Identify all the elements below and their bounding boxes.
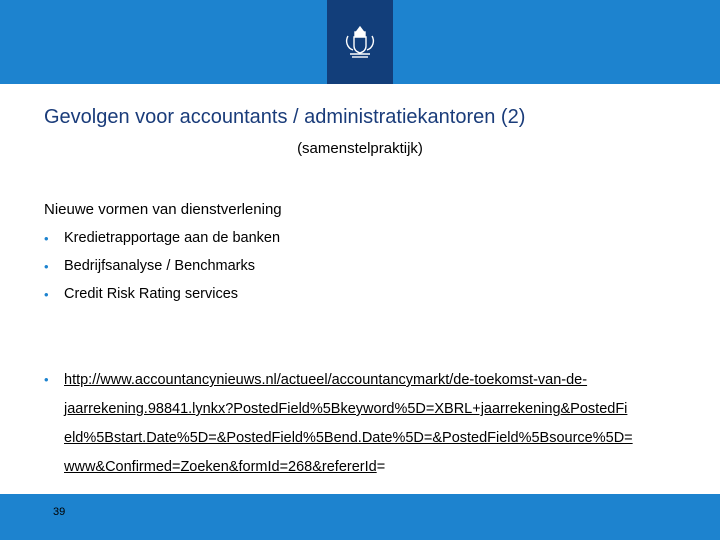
link-line: [64, 430, 704, 459]
slide-title: Gevolgen voor accountants / administratiekantoren (2): [44, 106, 526, 128]
link-text[interactable]: www&Confirmed=Zoeken&formId=268&refererId: [64, 459, 377, 475]
bullet-text: Credit Risk Rating services: [64, 286, 239, 302]
list-item: [44, 230, 694, 258]
list-item: [44, 258, 694, 286]
page-number: 39: [53, 506, 66, 518]
bullet-dot-icon: •: [44, 287, 49, 302]
subtitle-text: (samenstelpraktijk): [297, 140, 423, 157]
bullet-list: [44, 230, 694, 314]
link-tail: =: [376, 459, 386, 475]
royal-coat-of-arms-icon: [342, 24, 378, 60]
link-text[interactable]: http://www.accountancynieuws.nl/actueel/accountancymarkt/de-toekomst-van-de-: [64, 372, 588, 388]
bullet-dot-icon: •: [44, 231, 49, 246]
link-text[interactable]: eld%5Bstart.Date%5D=&PostedField%5Bend.Date%5D=&PostedField%5Bsource%5D=: [64, 430, 633, 446]
bullet-dot-icon: •: [44, 372, 49, 387]
slide-subtitle: [0, 140, 720, 157]
source-link[interactable]: [64, 372, 704, 488]
emblem-panel: [327, 0, 393, 84]
link-line: [64, 459, 704, 488]
bullet-text: Kredietrapportage aan de banken: [64, 230, 281, 246]
bullet-dot-icon: •: [44, 259, 49, 274]
footer-band: [0, 494, 720, 540]
link-line: [64, 401, 704, 430]
link-text[interactable]: jaarrekening.98841.lynkx?PostedField%5Bkeyword%5D=XBRL+jaarrekening&PostedFi: [64, 401, 628, 417]
link-line: [64, 372, 704, 401]
header-band: [0, 0, 720, 84]
list-item: [44, 286, 694, 314]
section-heading: Nieuwe vormen van dienstverlening: [44, 201, 282, 218]
bullet-text: Bedrijfsanalyse / Benchmarks: [64, 258, 255, 274]
